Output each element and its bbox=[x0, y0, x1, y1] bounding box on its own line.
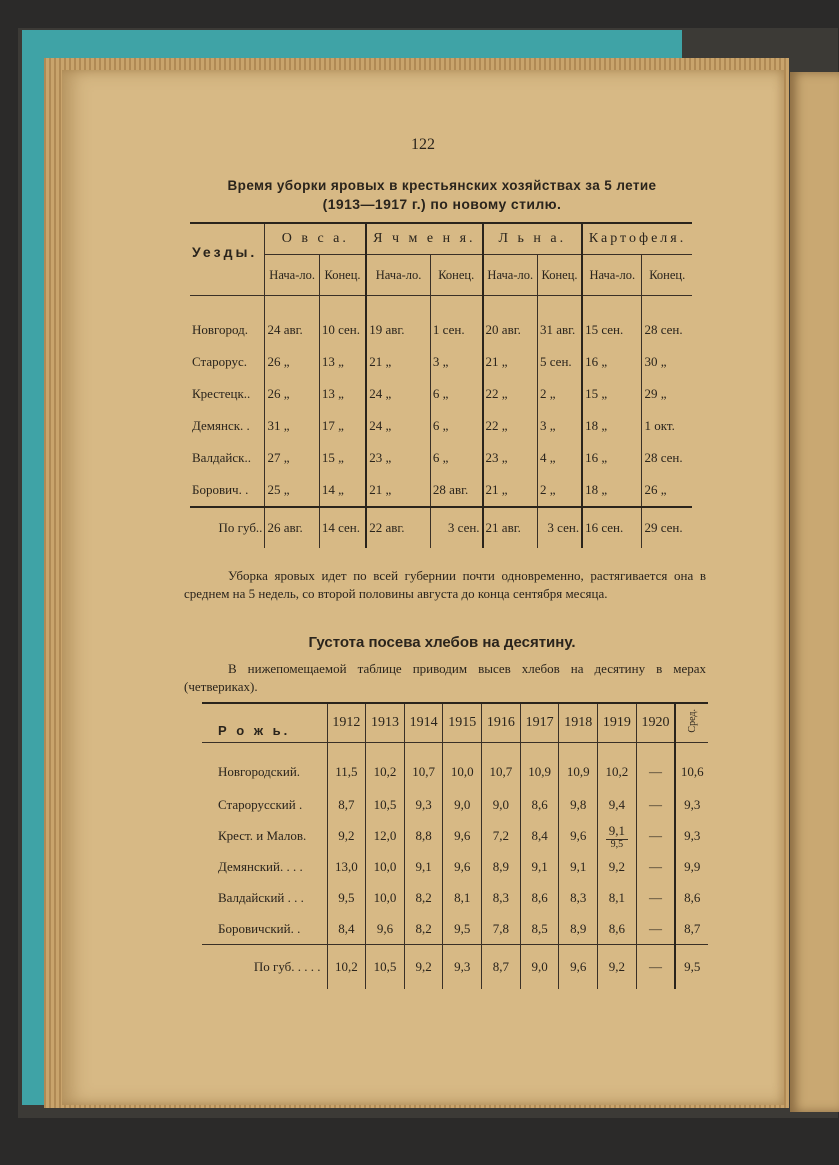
district-name: Крест. и Малов. bbox=[218, 827, 307, 843]
table-cell: 26 „ bbox=[642, 474, 692, 507]
year-header: 1915 bbox=[443, 703, 482, 743]
column-header-start: Нача-ло. bbox=[483, 255, 538, 296]
table-cell: 8,4 bbox=[327, 913, 366, 945]
table-row bbox=[190, 474, 692, 507]
table-cell: 28 авг. bbox=[430, 474, 482, 507]
table-cell: 26 авг. bbox=[265, 507, 319, 548]
average-cell: 9,9 bbox=[675, 851, 708, 882]
year-header: 1912 bbox=[327, 703, 366, 743]
table-cell: 8,9 bbox=[482, 851, 521, 882]
table-cell: 10,0 bbox=[443, 743, 482, 790]
table-cell: 3 „ bbox=[430, 346, 482, 378]
table-cell: 9,1 bbox=[520, 851, 559, 882]
table-cell: 21 „ bbox=[483, 474, 538, 507]
table-cell: — bbox=[636, 882, 675, 913]
average-cell: 8,6 bbox=[675, 882, 708, 913]
table-cell: 16 сен. bbox=[582, 507, 642, 548]
table-cell: 18 „ bbox=[582, 474, 642, 507]
table-cell: — bbox=[636, 945, 675, 990]
year-header: 1917 bbox=[520, 703, 559, 743]
region-name: Старорус. bbox=[192, 354, 247, 369]
district-name: Старорусский . bbox=[218, 796, 303, 812]
table-cell: 11,5 bbox=[327, 743, 366, 790]
table-cell: 10,2 bbox=[598, 743, 637, 790]
table-cell: 21 „ bbox=[366, 474, 430, 507]
table-cell: 8,6 bbox=[520, 882, 559, 913]
seeding-density-table bbox=[202, 702, 708, 989]
table-cell: 15 „ bbox=[582, 378, 642, 410]
table-cell: 27 „ bbox=[265, 442, 319, 474]
table-cell: 14 сен. bbox=[319, 507, 366, 548]
table-cell: 8,5 bbox=[520, 913, 559, 945]
table-cell-value: 9,1 bbox=[608, 822, 625, 838]
table-cell: 23 „ bbox=[366, 442, 430, 474]
table-cell: 30 „ bbox=[642, 346, 692, 378]
table-cell: 8,4 bbox=[520, 820, 559, 851]
table-cell: 12,0 bbox=[366, 820, 405, 851]
table-cell: 22 „ bbox=[483, 378, 538, 410]
table-cell: 8,7 bbox=[327, 789, 366, 820]
table-cell: 7,8 bbox=[482, 913, 521, 945]
table-cell: 18 „ bbox=[582, 410, 642, 442]
table-cell: 3 сен. bbox=[430, 507, 482, 548]
table-row bbox=[190, 346, 692, 378]
column-header-crop: Л ь н а. bbox=[483, 223, 583, 255]
table-cell: 29 „ bbox=[642, 378, 692, 410]
table-row bbox=[202, 882, 708, 913]
table-cell: 7,2 bbox=[482, 820, 521, 851]
table-cell: 3 сен. bbox=[538, 507, 583, 548]
column-header-crop: Картофеля. bbox=[582, 223, 692, 255]
table-cell: 16 „ bbox=[582, 442, 642, 474]
table-cell: 2 „ bbox=[538, 474, 583, 507]
table-cell: 8,6 bbox=[520, 789, 559, 820]
table-cell: 8,1 bbox=[598, 882, 637, 913]
table-cell: 8,7 bbox=[482, 945, 521, 990]
table-cell: 9,3 bbox=[443, 945, 482, 990]
region-name: Валдайск.. bbox=[192, 450, 251, 465]
table-cell: 10 сен. bbox=[319, 296, 366, 347]
table-cell: 31 авг. bbox=[538, 296, 583, 347]
table-cell: 10,0 bbox=[366, 851, 405, 882]
column-header-end: Конец. bbox=[319, 255, 366, 296]
crop-label: Р о ж ь. bbox=[202, 703, 327, 743]
footnote-value: 9,5 bbox=[606, 839, 628, 849]
table-cell: 8,6 bbox=[598, 913, 637, 945]
table-row bbox=[202, 820, 708, 851]
average-cell: 8,7 bbox=[675, 913, 708, 945]
table-row bbox=[190, 442, 692, 474]
table-row bbox=[190, 296, 692, 347]
district-name: Боровичский. . bbox=[218, 920, 301, 936]
column-header-start: Нача-ло. bbox=[582, 255, 642, 296]
table-cell: 4 „ bbox=[538, 442, 583, 474]
table-cell: 19 авг. bbox=[366, 296, 430, 347]
table-cell: — bbox=[636, 789, 675, 820]
total-row bbox=[202, 945, 708, 990]
table-cell: 21 авг. bbox=[483, 507, 538, 548]
table-cell: 9,2 bbox=[404, 945, 443, 990]
table-cell: 9,2 bbox=[598, 851, 637, 882]
table-cell: — bbox=[636, 820, 675, 851]
table-cell: 16 „ bbox=[582, 346, 642, 378]
table-cell: 17 „ bbox=[319, 410, 366, 442]
density-subtitle: Густота посева хлебов на десятину. bbox=[308, 634, 576, 651]
paragraph-harvest: Уборка яровых идет по всей губернии почти одновременно, растягивается она в среднем на 5 недель, со второй половины августа до конца сентября месяца. bbox=[184, 568, 706, 601]
harvest-time-table bbox=[190, 222, 692, 548]
region-name: Демянск. . bbox=[192, 418, 250, 433]
table-cell: 9,0 bbox=[443, 789, 482, 820]
table-cell: 15 „ bbox=[319, 442, 366, 474]
region-name: Новгород. bbox=[192, 322, 249, 337]
table-cell: 8,8 bbox=[404, 820, 443, 851]
year-header: 1920 bbox=[636, 703, 675, 743]
table-cell: 9,8 bbox=[559, 789, 598, 820]
table-cell: 9,0 bbox=[482, 789, 521, 820]
table-cell: 13 „ bbox=[319, 346, 366, 378]
table-cell: 25 „ bbox=[265, 474, 319, 507]
table-row bbox=[202, 789, 708, 820]
table-cell: 9,3 bbox=[404, 789, 443, 820]
table-cell: 9,0 bbox=[520, 945, 559, 990]
table-cell: 10,7 bbox=[404, 743, 443, 790]
table-cell: 9,1 bbox=[559, 851, 598, 882]
table-cell: 9,1 bbox=[404, 851, 443, 882]
table-cell: 9,6 bbox=[443, 851, 482, 882]
page-number: 122 bbox=[411, 136, 435, 153]
table-cell: 9,6 bbox=[559, 820, 598, 851]
table-cell: 20 авг. bbox=[483, 296, 538, 347]
region-name: Борович. . bbox=[192, 482, 249, 497]
table-cell: 10,0 bbox=[366, 882, 405, 913]
harvest-table-title: Время уборки яровых в крестьянских хозяйствах за 5 летие bbox=[227, 178, 657, 193]
table-cell: 10,2 bbox=[327, 945, 366, 990]
table-cell: 24 „ bbox=[366, 378, 430, 410]
table-cell: 8,1 bbox=[443, 882, 482, 913]
table-cell: 9,6 bbox=[366, 913, 405, 945]
table-row bbox=[202, 851, 708, 882]
table-cell: 6 „ bbox=[430, 378, 482, 410]
table-cell: 9,4 bbox=[598, 789, 637, 820]
region-name: Крестецк.. bbox=[192, 386, 251, 401]
total-row bbox=[190, 507, 692, 548]
year-header: 1914 bbox=[404, 703, 443, 743]
table-cell: 15 сен. bbox=[582, 296, 642, 347]
table-cell: — bbox=[636, 913, 675, 945]
table-cell: 8,2 bbox=[404, 882, 443, 913]
table-cell: 21 „ bbox=[483, 346, 538, 378]
table-cell: 5 сен. bbox=[538, 346, 583, 378]
column-header-regions: Уезды. bbox=[190, 223, 265, 296]
table-row bbox=[190, 378, 692, 410]
table-cell: 9,5 bbox=[443, 913, 482, 945]
table-cell-with-note bbox=[598, 820, 637, 851]
facing-page bbox=[790, 72, 839, 1112]
district-name: Валдайский . . . bbox=[218, 889, 304, 905]
table-cell: 1 окт. bbox=[642, 410, 692, 442]
book-page bbox=[62, 70, 784, 1105]
district-name: Демянский. . . . bbox=[218, 858, 303, 874]
year-header: 1919 bbox=[598, 703, 637, 743]
table-cell: 28 сен. bbox=[642, 296, 692, 347]
table-cell: 21 „ bbox=[366, 346, 430, 378]
year-header: 1913 bbox=[366, 703, 405, 743]
table-cell: 10,7 bbox=[482, 743, 521, 790]
avg-header-cell bbox=[675, 703, 708, 743]
table-cell: 26 „ bbox=[265, 378, 319, 410]
table-cell: 10,5 bbox=[366, 945, 405, 990]
harvest-table-title-line2: (1913—1917 г.) по новому стилю. bbox=[322, 196, 562, 212]
column-header-end: Конец. bbox=[538, 255, 583, 296]
table-cell: 6 „ bbox=[430, 410, 482, 442]
table-cell: 3 „ bbox=[538, 410, 583, 442]
district-name: Новгородский. bbox=[218, 764, 301, 779]
table-cell: 26 „ bbox=[265, 346, 319, 378]
column-header-end: Конец. bbox=[642, 255, 692, 296]
column-header-start: Нача-ло. bbox=[366, 255, 430, 296]
table-cell: — bbox=[636, 743, 675, 790]
paragraph-density: В нижепомещаемой таблице приводим высев хлебов на десятину в мерах (четвериках). bbox=[184, 661, 706, 694]
table-cell: 10,5 bbox=[366, 789, 405, 820]
column-header-start: Нача-ло. bbox=[265, 255, 319, 296]
average-cell: 9,3 bbox=[675, 820, 708, 851]
table-cell: 10,9 bbox=[520, 743, 559, 790]
table-cell: 9,2 bbox=[598, 945, 637, 990]
table-cell: 14 „ bbox=[319, 474, 366, 507]
average-cell: 10,6 bbox=[675, 743, 708, 790]
table-cell: 8,2 bbox=[404, 913, 443, 945]
column-header-crop: О в с а. bbox=[265, 223, 366, 255]
average-cell: 9,3 bbox=[675, 789, 708, 820]
table-row bbox=[202, 913, 708, 945]
table-cell: 9,2 bbox=[327, 820, 366, 851]
table-cell: — bbox=[636, 851, 675, 882]
table-cell: 13,0 bbox=[327, 851, 366, 882]
table-cell: 28 сен. bbox=[642, 442, 692, 474]
total-label: По губ.. bbox=[190, 507, 265, 548]
table-cell: 9,6 bbox=[443, 820, 482, 851]
table-row bbox=[190, 410, 692, 442]
table-cell: 10,9 bbox=[559, 743, 598, 790]
table-cell: 29 сен. bbox=[642, 507, 692, 548]
table-cell: 9,5 bbox=[327, 882, 366, 913]
table-cell: 22 „ bbox=[483, 410, 538, 442]
table-cell: 22 авг. bbox=[366, 507, 430, 548]
column-header-end: Конец. bbox=[430, 255, 482, 296]
table-cell: 9,6 bbox=[559, 945, 598, 990]
table-cell: 2 „ bbox=[538, 378, 583, 410]
avg-header: Сред. bbox=[686, 708, 698, 733]
column-header-crop: Я ч м е н я. bbox=[366, 223, 482, 255]
table-cell: 8,3 bbox=[482, 882, 521, 913]
table-cell: 8,9 bbox=[559, 913, 598, 945]
table-cell: 24 „ bbox=[366, 410, 430, 442]
table-cell: 10,2 bbox=[366, 743, 405, 790]
table-cell: 31 „ bbox=[265, 410, 319, 442]
table-cell: 24 авг. bbox=[265, 296, 319, 347]
average-cell: 9,5 bbox=[675, 945, 708, 990]
year-header: 1916 bbox=[482, 703, 521, 743]
table-cell: 6 „ bbox=[430, 442, 482, 474]
table-cell: 13 „ bbox=[319, 378, 366, 410]
table-row bbox=[202, 743, 708, 790]
table-cell: 23 „ bbox=[483, 442, 538, 474]
year-header: 1918 bbox=[559, 703, 598, 743]
table-cell: 1 сен. bbox=[430, 296, 482, 347]
total-label: По губ. . . . . bbox=[202, 945, 327, 990]
table-cell: 8,3 bbox=[559, 882, 598, 913]
